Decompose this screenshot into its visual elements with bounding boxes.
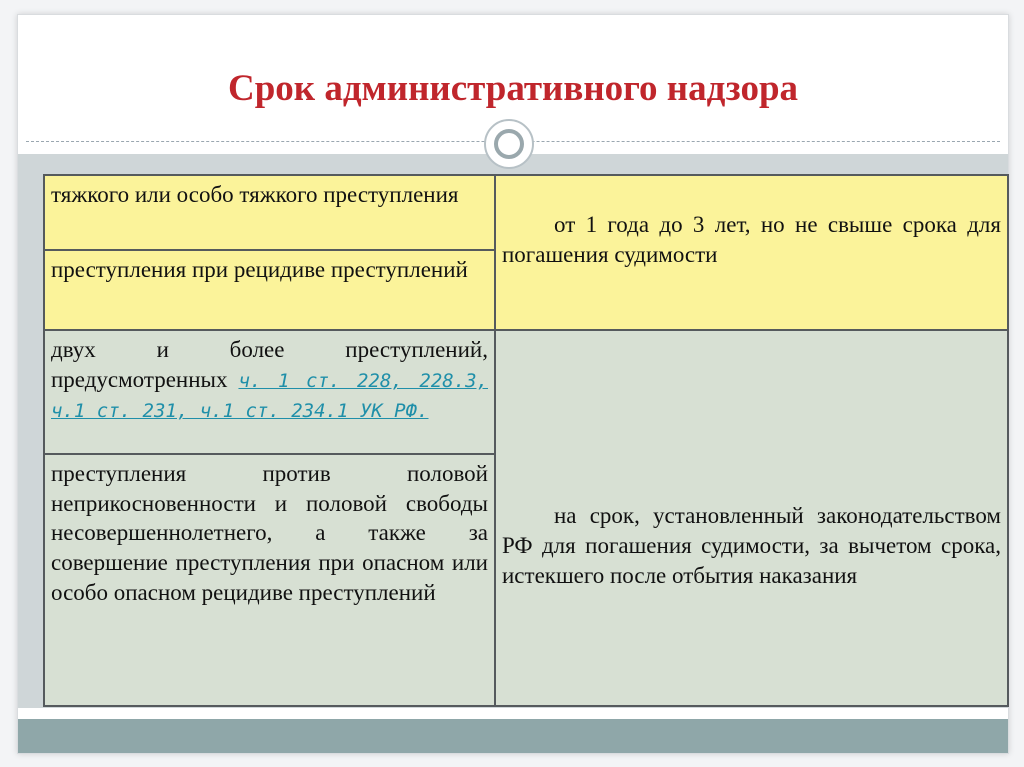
table-cell-left: преступления против половой неприкосновенности и половой свободы несовершеннолетнего, а также за совершение преступления при опасном или особо опасном рецидиве преступлений [44, 454, 495, 706]
table-row [44, 330, 1008, 453]
table-cell-left: тяжкого или особо тяжкого преступления [44, 175, 495, 250]
circle-ornament-icon [484, 119, 534, 169]
circle-ornament-inner [494, 129, 524, 159]
table-cell-right-top: от 1 года до 3 лет, но не свыше срока для погашения судимости [495, 175, 1008, 330]
law-articles-link[interactable]: ч. 1 ст. 228, 228.3, ч.1 ст. 231, ч.1 ст. 234.1 УК РФ. [51, 370, 489, 423]
table-cell-left: преступления при рецидиве преступлений [44, 250, 495, 331]
cell-text: двух и более преступлений, предусмотренных [51, 337, 488, 393]
table-row [44, 175, 1008, 250]
supervision-term-table [43, 174, 1009, 707]
table-cell-right-bottom: на срок, установленный законодательством РФ для погашения судимости, за вычетом срока, истекшего после отбытия наказания [495, 330, 1008, 706]
footer-band [18, 719, 1008, 753]
slide-title: Срок административного надзора [227, 68, 799, 109]
slide [17, 14, 1009, 754]
table-cell-left [44, 330, 495, 453]
